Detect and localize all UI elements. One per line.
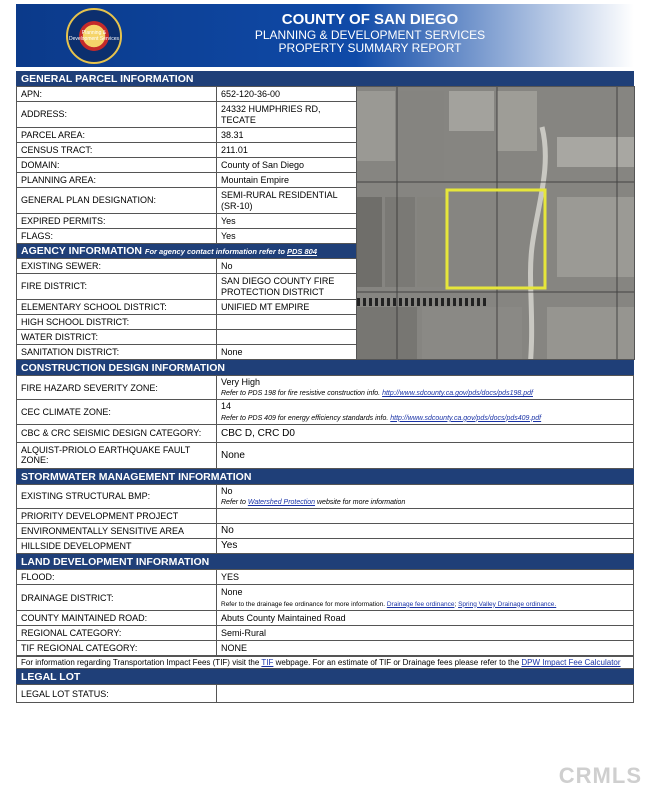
fire-district-label: FIRE DISTRICT: xyxy=(17,274,217,300)
report-page xyxy=(16,4,634,703)
pdp-value xyxy=(217,509,634,524)
crmls-watermark: CRMLS xyxy=(558,763,642,788)
seismic-value: CBC D, CRC D0 xyxy=(217,424,634,442)
esa-label: ENVIRONMENTALLY SENSITIVE AREA xyxy=(17,524,217,539)
construction-table xyxy=(16,375,634,469)
flood-label: FLOOD: xyxy=(17,570,217,585)
water-district-label: WATER DISTRICT: xyxy=(17,330,217,345)
fire-district-value: SAN DIEGO COUNTY FIRE PROTECTION DISTRICT xyxy=(217,274,357,300)
drainage-label: DRAINAGE DISTRICT: xyxy=(17,585,217,611)
drainage-fee-link[interactable]: Drainage fee ordinance xyxy=(386,600,455,608)
stormwater-table xyxy=(16,484,634,554)
general-agency-table xyxy=(16,86,635,360)
regional-category-value: Semi-Rural xyxy=(217,626,634,641)
address-value: 24332 HUMPHRIES RD, TECATE xyxy=(217,102,357,128)
domain-value: County of San Diego xyxy=(217,158,357,173)
pds409-link[interactable]: http://www.sdcounty.ca.gov/pds/docs/pds409.pdf xyxy=(390,414,542,422)
general-parcel-heading: GENERAL PARCEL INFORMATION xyxy=(16,71,634,86)
sanitation-district-label: SANITATION DISTRICT: xyxy=(17,345,217,360)
regional-category-label: REGIONAL CATEGORY: xyxy=(17,626,217,641)
construction-heading: CONSTRUCTION DESIGN INFORMATION xyxy=(16,360,634,375)
flags-label: FLAGS: xyxy=(17,229,217,244)
seismic-label: CBC & CRC SEISMIC DESIGN CATEGORY: xyxy=(17,424,217,442)
domain-label: DOMAIN: xyxy=(17,158,217,173)
cec-zone-label: CEC CLIMATE ZONE: xyxy=(17,400,217,424)
land-development-heading: LAND DEVELOPMENT INFORMATION xyxy=(16,554,634,569)
aerial-map-image xyxy=(357,87,635,360)
legal-lot-heading: LEGAL LOT xyxy=(16,669,634,684)
tif-link[interactable]: TIF xyxy=(261,658,274,668)
report-title: PROPERTY SUMMARY REPORT xyxy=(278,40,462,55)
general-plan-value: SEMI-RURAL RESIDENTIAL (SR-10) xyxy=(217,188,357,214)
planning-area-value: Mountain Empire xyxy=(217,173,357,188)
flood-value: YES xyxy=(217,570,634,585)
spring-valley-link[interactable]: Spring Valley Drainage ordinance. xyxy=(458,600,557,608)
agency-heading: AGENCY INFORMATION For agency contact information refer to PDS 804 xyxy=(17,244,357,259)
hillside-value: Yes xyxy=(217,539,634,554)
apn-value: 652-120-36-00 xyxy=(217,87,357,102)
land-development-table xyxy=(16,569,634,656)
cec-zone-value: 14 Refer to PDS 409 for energy efficiency standards info. http://www.sdcounty.ca.gov/pds/docs/pds409.pdf xyxy=(217,400,634,424)
high-school-district-value xyxy=(217,315,357,330)
sewer-value: No xyxy=(217,259,357,274)
parcel-aerial-map xyxy=(357,87,635,360)
legal-lot-status-label: LEGAL LOT STATUS: xyxy=(17,685,217,703)
pds-804-link[interactable]: PDS 804 xyxy=(287,247,318,256)
department-title: PLANNING & DEVELOPMENT SERVICES xyxy=(254,27,486,42)
stormwater-heading: STORMWATER MANAGEMENT INFORMATION xyxy=(16,469,634,484)
tif-category-label: TIF REGIONAL CATEGORY: xyxy=(17,641,217,656)
parcel-area-label: PARCEL AREA: xyxy=(17,128,217,143)
county-road-label: COUNTY MAINTAINED ROAD: xyxy=(17,611,217,626)
general-plan-label: GENERAL PLAN DESIGNATION: xyxy=(17,188,217,214)
pds198-link[interactable]: http://www.sdcounty.ca.gov/pds/docs/pds198.pdf xyxy=(382,390,533,398)
planning-area-label: PLANNING AREA: xyxy=(17,173,217,188)
legal-lot-status-value xyxy=(217,685,634,703)
impact-fee-calculator-link[interactable]: DPW Impact Fee Calculator xyxy=(521,658,621,668)
tif-footnote: For information regarding Transportation Impact Fees (TIF) visit the TIF webpage. For an estimate of TIF or Drainage fees please refer to the DPW Impact Fee Calculator xyxy=(16,656,634,669)
high-school-district-label: HIGH SCHOOL DISTRICT: xyxy=(17,315,217,330)
county-road-value: Abuts County Maintained Road xyxy=(217,611,634,626)
watershed-protection-link[interactable]: Watershed Protection xyxy=(247,499,316,507)
tif-category-value: NONE xyxy=(217,641,634,656)
legal-lot-table xyxy=(16,684,634,703)
hillside-label: HILLSIDE DEVELOPMENT xyxy=(17,539,217,554)
fault-zone-value: None xyxy=(217,442,634,468)
apn-label: APN: xyxy=(17,87,217,102)
fire-hazard-label: FIRE HAZARD SEVERITY ZONE: xyxy=(17,376,217,400)
fire-hazard-value: Very High Refer to PDS 198 for fire resistive construction info. http://www.sdcounty.ca.gov/pds/docs/pds198.pdf xyxy=(217,376,634,400)
expired-permits-label: EXPIRED PERMITS: xyxy=(17,214,217,229)
expired-permits-value: Yes xyxy=(217,214,357,229)
bmp-value: No Refer to Watershed Protection website for more information xyxy=(217,484,634,508)
esa-value: No xyxy=(217,524,634,539)
report-header xyxy=(16,4,634,67)
water-district-value xyxy=(217,330,357,345)
bmp-label: EXISTING STRUCTURAL BMP: xyxy=(17,484,217,508)
elementary-district-label: ELEMENTARY SCHOOL DISTRICT: xyxy=(17,300,217,315)
census-tract-value: 211.01 xyxy=(217,143,357,158)
sewer-label: EXISTING SEWER: xyxy=(17,259,217,274)
flags-value: Yes xyxy=(217,229,357,244)
pdp-label: PRIORITY DEVELOPMENT PROJECT xyxy=(17,509,217,524)
parcel-area-value: 38.31 xyxy=(217,128,357,143)
county-seal-logo: Planning & Development Services xyxy=(66,8,122,64)
fault-zone-label: ALQUIST-PRIOLO EARTHQUAKE FAULT ZONE: xyxy=(17,442,217,468)
sanitation-district-value: None xyxy=(217,345,357,360)
drainage-value: None Refer to the drainage fee ordinance for more information. Drainage fee ordinance; Spring Valley Drainage ordinance. xyxy=(217,585,634,611)
elementary-district-value: UNIFIED MT EMPIRE xyxy=(217,300,357,315)
address-label: ADDRESS: xyxy=(17,102,217,128)
census-tract-label: CENSUS TRACT: xyxy=(17,143,217,158)
county-title: COUNTY OF SAN DIEGO xyxy=(281,11,459,28)
